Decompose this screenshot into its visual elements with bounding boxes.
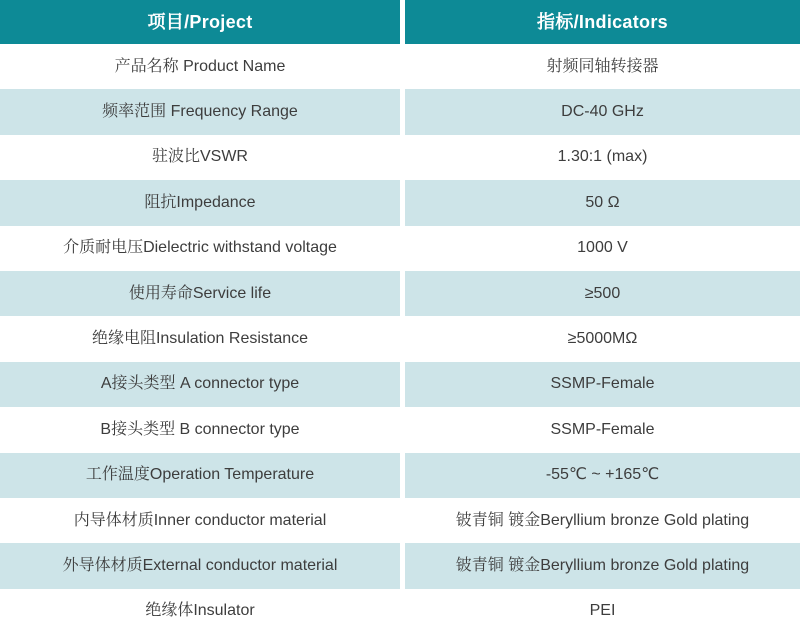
table-row bbox=[0, 89, 800, 134]
project-cell: 绝缘体Insulator bbox=[0, 589, 400, 634]
project-cell: 内导体材质Inner conductor material bbox=[0, 498, 400, 543]
indicator-cell: ≥500 bbox=[405, 271, 800, 316]
indicator-cell: DC-40 GHz bbox=[405, 89, 800, 134]
table-row bbox=[0, 180, 800, 225]
table-row bbox=[0, 589, 800, 634]
indicator-cell: 铍青铜 镀金Beryllium bronze Gold plating bbox=[405, 543, 800, 588]
table-row bbox=[0, 543, 800, 588]
project-cell: B接头类型 B connector type bbox=[0, 407, 400, 452]
indicator-cell: 铍青铜 镀金Beryllium bronze Gold plating bbox=[405, 498, 800, 543]
project-cell: 频率范围 Frequency Range bbox=[0, 89, 400, 134]
indicator-cell: SSMP-Female bbox=[405, 362, 800, 407]
indicator-cell: ≥5000MΩ bbox=[405, 316, 800, 361]
table-row bbox=[0, 362, 800, 407]
header-cell-indicators: 指标/Indicators bbox=[405, 0, 800, 44]
indicator-cell: 1.30:1 (max) bbox=[405, 135, 800, 180]
table-row bbox=[0, 407, 800, 452]
indicator-cell: SSMP-Female bbox=[405, 407, 800, 452]
indicator-cell: 50 Ω bbox=[405, 180, 800, 225]
project-cell: 介质耐电压Dielectric withstand voltage bbox=[0, 226, 400, 271]
indicator-cell: -55℃ ~ +165℃ bbox=[405, 453, 800, 498]
project-cell: 绝缘电阻Insulation Resistance bbox=[0, 316, 400, 361]
indicator-cell: PEI bbox=[405, 589, 800, 634]
table-row bbox=[0, 453, 800, 498]
table-row bbox=[0, 498, 800, 543]
table-row bbox=[0, 316, 800, 361]
indicator-cell: 1000 V bbox=[405, 226, 800, 271]
project-cell: 驻波比VSWR bbox=[0, 135, 400, 180]
table-header-row bbox=[0, 0, 800, 44]
table-row bbox=[0, 44, 800, 89]
table-row bbox=[0, 271, 800, 316]
project-cell: 使用寿命Service life bbox=[0, 271, 400, 316]
project-cell: 产品名称 Product Name bbox=[0, 44, 400, 89]
indicator-cell: 射频同轴转接器 bbox=[405, 44, 800, 89]
table-row bbox=[0, 226, 800, 271]
project-cell: 外导体材质External conductor material bbox=[0, 543, 400, 588]
project-cell: A接头类型 A connector type bbox=[0, 362, 400, 407]
table-row bbox=[0, 135, 800, 180]
project-cell: 工作温度Operation Temperature bbox=[0, 453, 400, 498]
project-cell: 阻抗Impedance bbox=[0, 180, 400, 225]
header-cell-project: 项目/Project bbox=[0, 0, 400, 44]
